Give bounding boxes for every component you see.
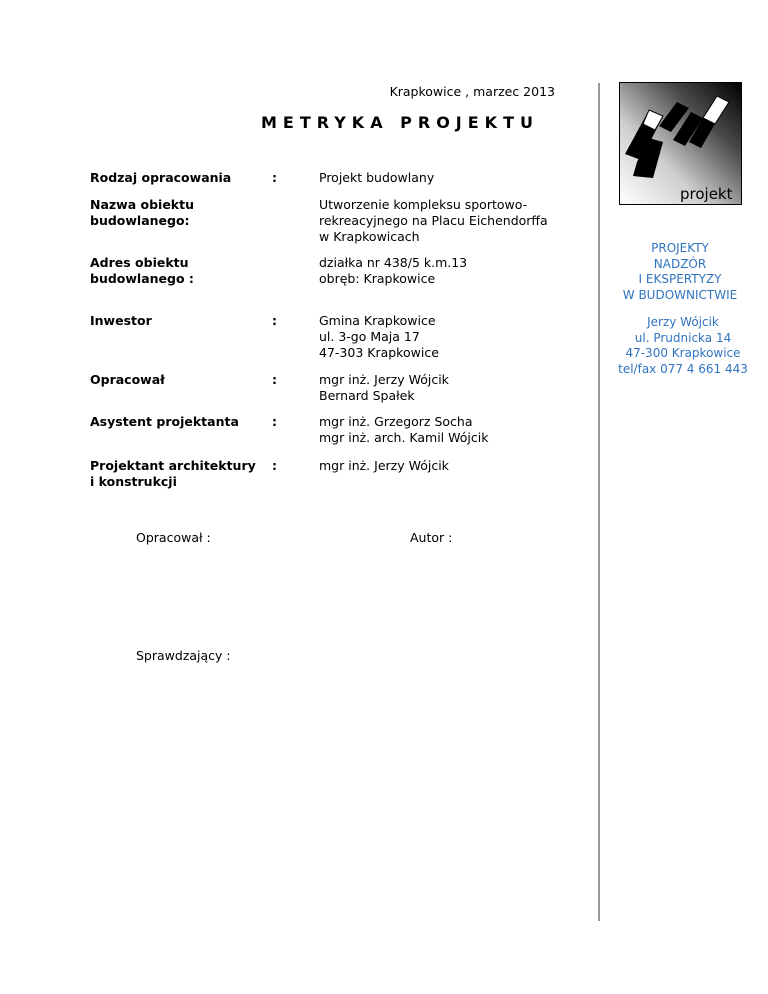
logo-wordmark: projekt: [680, 185, 733, 203]
field-label: Nazwa obiektu budowlanego:: [90, 197, 194, 228]
signature-checker-label: Sprawdzający :: [136, 648, 231, 663]
label-line: i konstrukcji: [90, 474, 177, 489]
services-line: W BUDOWNICTWIE: [622, 287, 738, 302]
field-colon: :: [272, 414, 277, 429]
place-date: Krapkowice , marzec 2013: [389, 84, 555, 99]
label-line: Projektant architektury: [90, 458, 256, 473]
field-colon: :: [272, 313, 277, 328]
field-label: Opracował: [90, 372, 165, 387]
value-line: Projekt budowlany: [319, 170, 435, 185]
signature-author-label: Autor :: [410, 530, 453, 545]
field-value: [319, 372, 579, 404]
vertical-divider: [598, 83, 600, 921]
field-colon: :: [272, 458, 277, 473]
company-contact: [612, 315, 754, 377]
company-services: [615, 241, 745, 303]
field-label: Adres obiektu budowlanego :: [90, 255, 194, 286]
value-line: w Krapkowicach: [319, 229, 420, 244]
field-label: [90, 458, 285, 490]
signature-prepared-label: Opracował :: [136, 530, 211, 545]
field-value: [319, 458, 579, 474]
services-line: PROJEKTY: [651, 241, 709, 255]
contact-line: 47-300 Krapkowice: [625, 346, 741, 360]
services-line: I EKSPERTYZY: [638, 272, 722, 286]
value-line: Gmina Krapkowice: [319, 313, 436, 328]
contact-line: ul. Prudnicka 14: [634, 330, 732, 345]
page-title: METRYKA PROJEKTU: [261, 113, 539, 132]
value-line: mgr inż. Grzegorz Socha: [319, 414, 473, 429]
value-line: rekreacyjnego na Placu Eichendorffa: [319, 213, 548, 228]
value-line: mgr inż. arch. Kamil Wójcik: [319, 430, 489, 445]
field-label: Rodzaj opracowania: [90, 170, 232, 185]
value-line: ul. 3-go Maja 17: [319, 329, 420, 344]
contact-line: tel/fax 077 4 661 443: [618, 361, 748, 376]
services-line: NADZÓR: [653, 256, 707, 271]
value-line: obręb: Krapkowice: [319, 271, 436, 286]
value-line: 47-303 Krapkowice: [319, 345, 439, 360]
value-line: Utworzenie kompleksu sportowo-: [319, 197, 528, 212]
value-line: mgr inż. Jerzy Wójcik: [319, 458, 449, 473]
field-value: [319, 255, 579, 287]
value-line: działka nr 438/5 k.m.13: [319, 255, 468, 270]
field-value: [319, 414, 579, 446]
field-label: Inwestor: [90, 313, 152, 328]
value-line: mgr inż. Jerzy Wójcik: [319, 372, 449, 387]
field-value: [319, 170, 579, 186]
field-colon: :: [272, 170, 277, 185]
field-colon: :: [272, 372, 277, 387]
field-value: [319, 197, 579, 245]
field-label: Asystent projektanta: [90, 414, 239, 429]
contact-line: Jerzy Wójcik: [647, 315, 719, 329]
value-line: Bernard Spałek: [319, 388, 415, 403]
field-value: [319, 313, 579, 361]
